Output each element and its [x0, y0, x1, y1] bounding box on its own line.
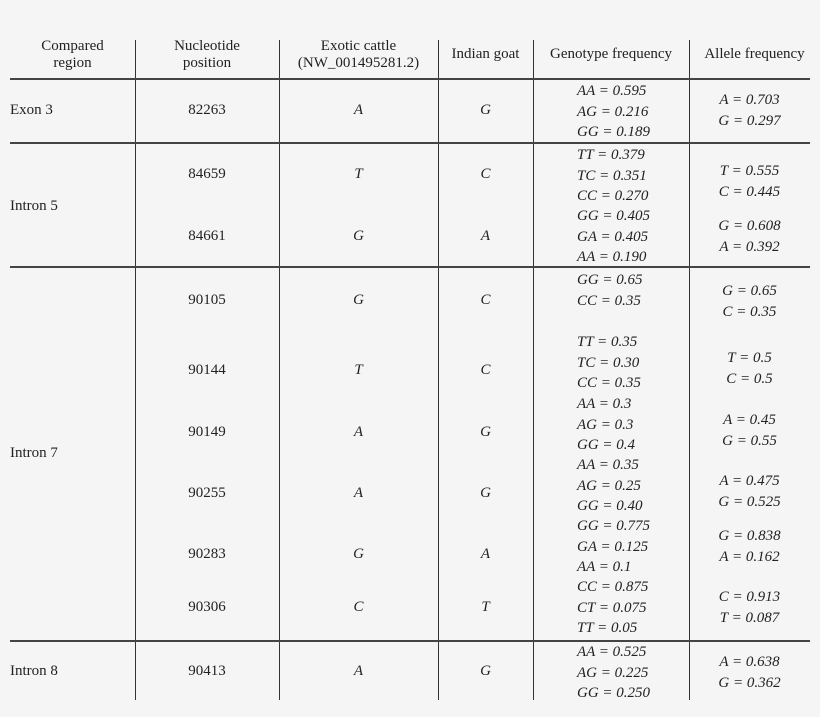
- position-cell: 82263: [188, 102, 226, 118]
- genotype-value: AA = 0.595: [577, 83, 647, 99]
- allele-value: A = 0.392: [719, 238, 780, 255]
- allele-value: A = 0.45: [723, 412, 776, 428]
- region-label: Exon 3: [10, 102, 53, 118]
- cattle-allele-cell: A: [353, 102, 364, 118]
- allele-value: A = 0.703: [719, 92, 780, 108]
- cattle-allele-cell: T: [354, 362, 363, 378]
- allele-value: A = 0.162: [719, 548, 780, 565]
- genotype-frequency-cell: [533, 206, 689, 268]
- genotype-value: GG = 0.189: [577, 124, 651, 140]
- header-line: region: [53, 55, 92, 71]
- goat-allele-cell: C: [480, 362, 491, 378]
- allele-value: C = 0.5: [726, 370, 773, 387]
- allele-value: G = 0.55: [722, 432, 777, 449]
- genotype-value: AG = 0.216: [577, 103, 649, 120]
- header-line: position: [182, 55, 232, 71]
- genotype-value: CC = 0.35: [577, 375, 641, 391]
- position-cell: 90144: [188, 362, 226, 378]
- position-cell: 90105: [188, 292, 226, 308]
- header-line: Indian goat: [451, 46, 520, 62]
- genotype-value: GG = 0.775: [577, 518, 651, 534]
- genotype-value: GG = 0.250: [577, 685, 651, 701]
- goat-allele-cell: G: [480, 424, 491, 440]
- header-compared-region: [10, 38, 135, 72]
- allele-frequency-cell: [689, 526, 810, 567]
- position-cell: 84659: [188, 166, 226, 182]
- genotype-value: AA = 0.190: [577, 249, 647, 265]
- genotype-frequency-cell: [533, 642, 689, 704]
- allele-value: T = 0.5: [727, 350, 772, 366]
- position-cell: 90149: [188, 424, 226, 440]
- cattle-allele-cell: A: [353, 485, 364, 501]
- goat-allele-cell: T: [481, 599, 490, 615]
- allele-frequency-cell: [689, 348, 810, 389]
- genotype-value: TT = 0.35: [577, 334, 638, 350]
- genotype-value: AG = 0.3: [577, 416, 634, 433]
- header-line: (NW_001495281.2): [297, 55, 420, 71]
- genotype-value: AG = 0.225: [577, 664, 649, 681]
- header-line: Nucleotide: [174, 38, 240, 54]
- genotype-value: GG = 0.40: [577, 498, 643, 514]
- goat-allele-cell: G: [480, 663, 491, 679]
- allele-frequency-cell: [689, 281, 810, 322]
- allele-value: G = 0.297: [718, 112, 781, 129]
- goat-allele-cell: G: [480, 102, 491, 118]
- genotype-value: CC = 0.875: [577, 579, 649, 595]
- region-label: Intron 7: [10, 445, 58, 461]
- genotype-frequency-cell: [533, 516, 689, 578]
- genotype-value: CT = 0.075: [577, 599, 647, 616]
- cattle-allele-cell: A: [353, 424, 364, 440]
- allele-value: C = 0.35: [722, 303, 777, 320]
- genotype-value: AG = 0.25: [577, 477, 641, 494]
- allele-value: A = 0.475: [719, 473, 780, 489]
- allele-frequency-cell: [689, 471, 810, 512]
- allele-frequency-cell: [689, 161, 810, 202]
- header-line: Exotic cattle: [320, 38, 397, 54]
- position-cell: 90413: [188, 663, 226, 679]
- genotype-value: TT = 0.379: [577, 147, 645, 163]
- genotype-value: GA = 0.125: [577, 538, 649, 555]
- position-cell: 90255: [188, 485, 226, 501]
- genotype-frequency-cell: [533, 332, 689, 394]
- cattle-allele-cell: G: [353, 546, 364, 562]
- cattle-allele-cell: C: [353, 599, 364, 615]
- allele-frequency-cell: [689, 652, 810, 693]
- allele-value: G = 0.838: [718, 528, 781, 544]
- header-line: Genotype frequency: [549, 46, 673, 62]
- allele-value: T = 0.555: [719, 163, 780, 179]
- genotype-frequency-cell: [533, 145, 689, 207]
- goat-allele-cell: A: [480, 546, 491, 562]
- header-line: Allele frequency: [704, 46, 805, 62]
- allele-value: G = 0.362: [718, 674, 781, 691]
- allele-value: G = 0.525: [718, 493, 781, 510]
- genotype-value: GG = 0.405: [577, 208, 651, 224]
- header-genotype-frequency: [533, 46, 689, 63]
- row-group-rule: [10, 640, 810, 642]
- goat-allele-cell: A: [480, 228, 491, 244]
- allele-value: A = 0.638: [719, 654, 780, 670]
- cattle-allele-cell: T: [354, 166, 363, 182]
- header-rule: [10, 78, 810, 80]
- genotype-frequency-cell: [533, 270, 689, 311]
- genotype-value: GG = 0.4: [577, 437, 636, 453]
- genotype-value: CC = 0.35: [577, 292, 641, 309]
- genotype-value: CC = 0.270: [577, 188, 649, 204]
- header-indian-goat: [438, 46, 533, 63]
- genotype-value: AA = 0.1: [577, 559, 632, 575]
- cattle-allele-cell: G: [353, 292, 364, 308]
- genotype-frequency-cell: [533, 577, 689, 639]
- cattle-allele-cell: A: [353, 663, 364, 679]
- allele-value: G = 0.608: [718, 218, 781, 234]
- genotype-value: TC = 0.351: [577, 167, 647, 184]
- row-group-rule: [10, 142, 810, 144]
- header-nucleotide-position: [135, 38, 279, 72]
- allele-frequency-cell: [689, 90, 810, 131]
- genotype-frequency-cell: [533, 394, 689, 456]
- allele-frequency-cell: [689, 587, 810, 628]
- genotype-value: GG = 0.65: [577, 272, 643, 288]
- goat-allele-cell: C: [480, 166, 491, 182]
- goat-allele-cell: C: [480, 292, 491, 308]
- genotype-value: TC = 0.30: [577, 354, 640, 371]
- allele-frequency-cell: [689, 410, 810, 451]
- position-cell: 90306: [188, 599, 226, 615]
- genotype-value: AA = 0.35: [577, 457, 639, 473]
- region-label: Intron 5: [10, 198, 58, 214]
- genotype-value: GA = 0.405: [577, 228, 649, 245]
- genotype-frequency-cell: [533, 81, 689, 143]
- allele-value: C = 0.445: [718, 183, 781, 200]
- goat-allele-cell: G: [480, 485, 491, 501]
- header-line: Compared: [41, 38, 104, 54]
- header-exotic-cattle: [279, 38, 438, 72]
- region-label: Intron 8: [10, 663, 58, 679]
- position-cell: 90283: [188, 546, 226, 562]
- genotype-frequency-cell: [533, 455, 689, 517]
- allele-value: C = 0.913: [718, 589, 781, 605]
- header-allele-frequency: [689, 46, 820, 63]
- position-cell: 84661: [188, 228, 226, 244]
- allele-value: G = 0.65: [722, 283, 777, 299]
- row-group-rule: [10, 266, 810, 268]
- allele-value: T = 0.087: [719, 609, 780, 626]
- cattle-allele-cell: G: [353, 228, 364, 244]
- allele-frequency-cell: [689, 216, 810, 257]
- genotype-value: AA = 0.525: [577, 644, 647, 660]
- genotype-value: AA = 0.3: [577, 396, 632, 412]
- genotype-value: TT = 0.05: [577, 620, 638, 636]
